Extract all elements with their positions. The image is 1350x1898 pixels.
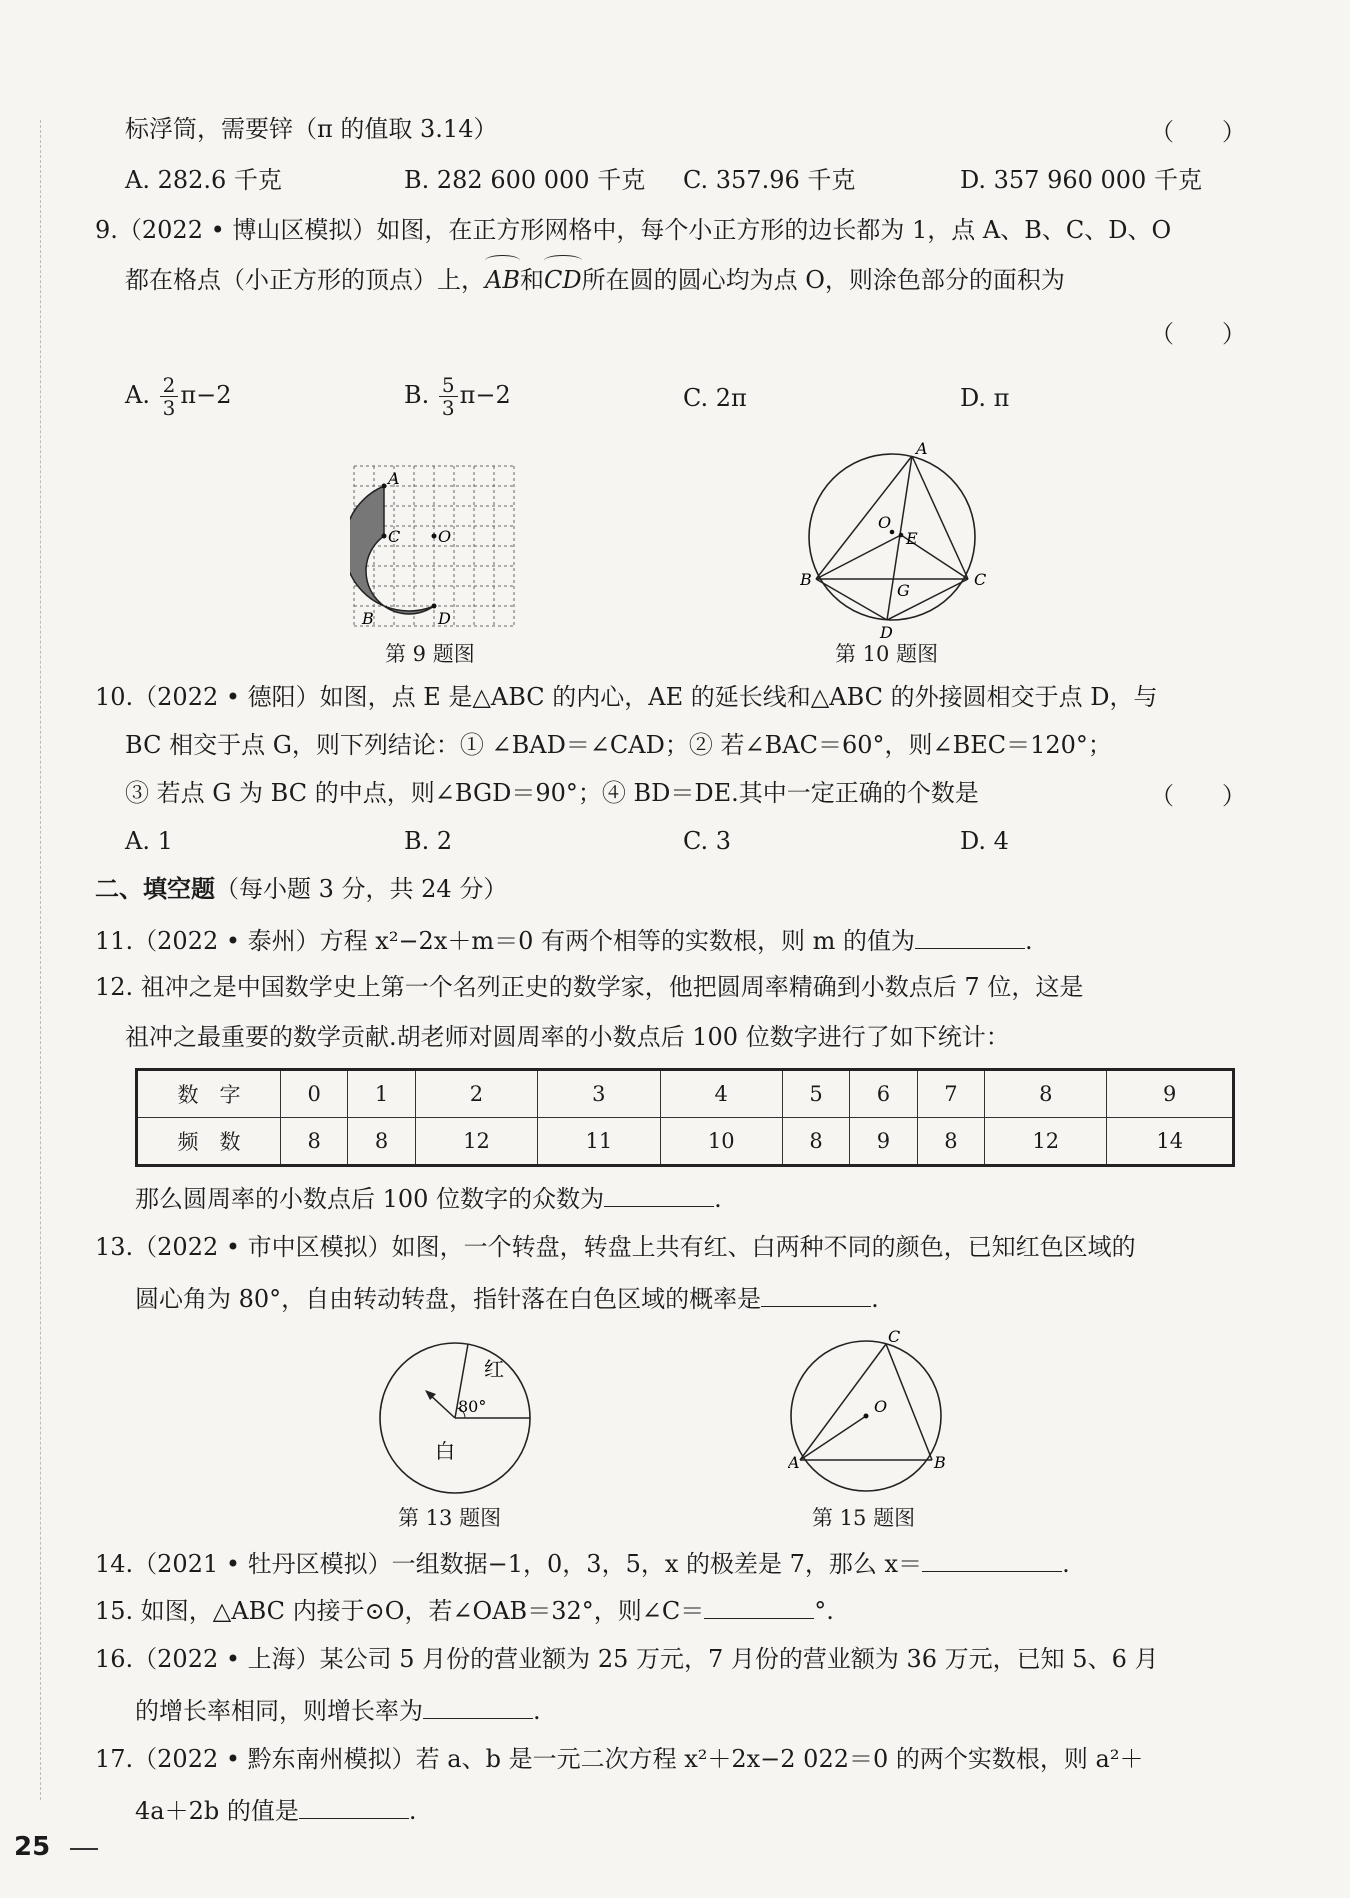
q10-answer-paren: （ ） (1150, 782, 1246, 810)
table-cell: 10 (660, 1118, 782, 1166)
q13-label-red: 红 (484, 1357, 504, 1381)
table-cell: 8 (985, 1070, 1107, 1118)
q10-stem-line1: 10.（2022 • 德阳）如图，点 E 是△ABC 的内心，AE 的延长线和△ABC 的外接圆相交于点 D，与 (95, 683, 1158, 711)
section2-heading (95, 872, 507, 906)
q15-stem: 15. 如图，△ABC 内接于⊙O，若∠OAB＝32°，则∠C＝ °. (95, 1592, 834, 1628)
table-row (137, 1070, 1234, 1118)
table-cell: 0 (281, 1070, 348, 1118)
q11-answer-blank[interactable] (915, 922, 1025, 949)
q17-stem-line2: 4a＋2b 的值是 . (135, 1792, 416, 1828)
q9-and: 和 (519, 266, 544, 294)
table-cell: 11 (538, 1118, 660, 1166)
q9-label-o: O (438, 527, 452, 546)
q10-label-c: C (974, 570, 987, 589)
table-cell: 12 (415, 1118, 537, 1166)
q10-option-d: D. 4 (960, 827, 1009, 855)
q9-option-a-fraction: $\frac{2}{3}$ (160, 374, 179, 419)
q10-stem-line3: ③ 若点 G 为 BC 的中点，则∠BGD＝90°；④ BD＝DE.其中一定正确的个数是 (125, 779, 979, 807)
table-cell: 9 (850, 1118, 917, 1166)
q9-answer-paren: （ ） (1150, 320, 1246, 348)
q10-label-g: G (897, 581, 910, 600)
q11-stem: 11.（2022 • 泰州）方程 x²−2x＋m＝0 有两个相等的实数根，则 m 的值为 . (95, 922, 1033, 958)
q15-circle-figure (788, 1330, 963, 1500)
table-cell: 8 (917, 1118, 984, 1166)
table-cell: 4 (660, 1070, 782, 1118)
q9-grid-figure (350, 462, 530, 632)
section2-note: （每小题 3 分，共 24 分） (215, 875, 508, 903)
table-cell: 6 (850, 1070, 917, 1118)
q9-option-c: C. 2π (683, 384, 747, 412)
q10-label-d: D (880, 623, 893, 640)
q9-option-a: A. $\frac{2}{3}$ π−2 (125, 373, 232, 420)
table-cell: 14 (1107, 1118, 1234, 1166)
q15-label-a: A (788, 1453, 800, 1472)
q15-label-o: O (874, 1397, 888, 1416)
q10-figure-caption: 第 10 题图 (835, 642, 939, 666)
page-number: 25 (14, 1832, 51, 1862)
margin-guide (40, 120, 41, 1800)
q14-answer-blank[interactable] (922, 1545, 1062, 1572)
q10-label-a: A (916, 440, 928, 458)
q10-label-e: E (906, 529, 918, 548)
q9-arc-cd: CD (544, 263, 582, 297)
q10-stem-line2: BC 相交于点 G，则下列结论：① ∠BAD＝∠CAD；② 若∠BAC＝60°，则∠BEC＝120°； (125, 731, 1112, 759)
table-cell: 2 (415, 1070, 537, 1118)
q9-shaded-region (350, 486, 434, 614)
q9-label-a: A (388, 469, 400, 488)
q15-label-c: C (888, 1330, 901, 1346)
q10-option-a: A. 1 (125, 827, 173, 855)
q13-spinner-figure (370, 1340, 540, 1500)
table-cell: 12 (985, 1118, 1107, 1166)
q9-stem-line2a: 都在格点（小正方形的顶点）上， (125, 266, 485, 294)
q12-answer-blank[interactable] (604, 1180, 714, 1207)
q10-circle-figure (800, 440, 990, 640)
q9-option-b-fraction: $\frac{5}{3}$ (439, 374, 458, 419)
q8-option-b: B. 282 600 000 千克 (404, 166, 646, 194)
q10-label-o: O (878, 513, 892, 532)
q16-answer-blank[interactable] (423, 1692, 533, 1719)
q8-option-c: C. 357.96 千克 (683, 166, 856, 194)
q15-answer-blank[interactable] (704, 1592, 814, 1619)
q15-label-b: B (934, 1453, 946, 1472)
table-cell: 9 (1107, 1070, 1234, 1118)
q17-stem-line1: 17.（2022 • 黔东南州模拟）若 a、b 是一元二次方程 x²＋2x−2 022＝0 的两个实数根，则 a²＋ (95, 1745, 1144, 1773)
q15-figure-caption: 第 15 题图 (812, 1506, 916, 1530)
q10-option-b: B. 2 (404, 827, 453, 855)
q8-option-d: D. 357 960 000 千克 (960, 166, 1202, 194)
q16-stem-line2: 的增长率相同，则增长率为 . (135, 1692, 541, 1728)
q9-stem-line2b: 所在圆的圆心均为点 O，则涂色部分的面积为 (581, 266, 1065, 294)
table-cell: 8 (281, 1118, 348, 1166)
q13-label-angle: 80° (458, 1397, 487, 1416)
table-header-digit: 数 字 (137, 1070, 281, 1118)
q12-frequency-table (135, 1068, 1235, 1167)
q12-stem-line1: 12. 祖冲之是中国数学史上第一个名列正史的数学家，他把圆周率精确到小数点后 7 位，这是 (95, 973, 1084, 1001)
q9-option-d: D. π (960, 384, 1010, 412)
table-cell: 1 (348, 1070, 415, 1118)
q10-option-c: C. 3 (683, 827, 732, 855)
section2-title: 二、填空题 (95, 875, 215, 903)
q9-label-b: B (362, 609, 374, 628)
table-cell: 8 (782, 1118, 849, 1166)
q13-label-white: 白 (435, 1439, 455, 1463)
q13-stem-line2: 圆心角为 80°，自由转动转盘，指针落在白色区域的概率是 . (135, 1280, 879, 1316)
q12-stem-line2: 祖冲之最重要的数学贡献.胡老师对圆周率的小数点后 100 位数字进行了如下统计： (125, 1023, 1010, 1051)
q14-stem: 14.（2021 • 牡丹区模拟）一组数据−1，0，3，5，x 的极差是 7，那么 x＝ . (95, 1545, 1070, 1581)
q9-arc-ab: AB (485, 263, 520, 297)
q13-figure-caption: 第 13 题图 (398, 1506, 502, 1530)
q16-stem-line1: 16.（2022 • 上海）某公司 5 月份的营业额为 25 万元，7 月份的营业额为 36 万元，已知 5、6 月 (95, 1645, 1159, 1673)
q10-label-b: B (800, 570, 812, 589)
q9-stem-line2 (125, 263, 1065, 297)
q9-option-b: B. $\frac{5}{3}$ π−2 (404, 373, 511, 420)
table-cell: 5 (782, 1070, 849, 1118)
q17-answer-blank[interactable] (299, 1792, 409, 1819)
q8-stem-tail: 标浮筒，需要锌（π 的值取 3.14） (125, 115, 498, 143)
q9-label-c: C (388, 527, 401, 546)
q12-stem-line3: 那么圆周率的小数点后 100 位数字的众数为 . (135, 1180, 722, 1216)
q13-stem-line1: 13.（2022 • 市中区模拟）如图，一个转盘，转盘上共有红、白两种不同的颜色，已知红色区域的 (95, 1233, 1136, 1261)
table-cell: 3 (538, 1070, 660, 1118)
table-header-frequency: 频 数 (137, 1118, 281, 1166)
page-number-dash (70, 1848, 98, 1850)
q13-answer-blank[interactable] (761, 1280, 871, 1307)
q9-stem-line1: 9.（2022 • 博山区模拟）如图，在正方形网格中，每个小正方形的边长都为 1，点 A、B、C、D、O (95, 216, 1172, 244)
q9-figure-caption: 第 9 题图 (385, 642, 475, 666)
table-row (137, 1118, 1234, 1166)
table-cell: 8 (348, 1118, 415, 1166)
q9-label-d: D (438, 609, 451, 628)
q8-option-a: A. 282.6 千克 (125, 166, 282, 194)
q8-answer-paren: （ ） (1150, 118, 1246, 146)
table-cell: 7 (917, 1070, 984, 1118)
